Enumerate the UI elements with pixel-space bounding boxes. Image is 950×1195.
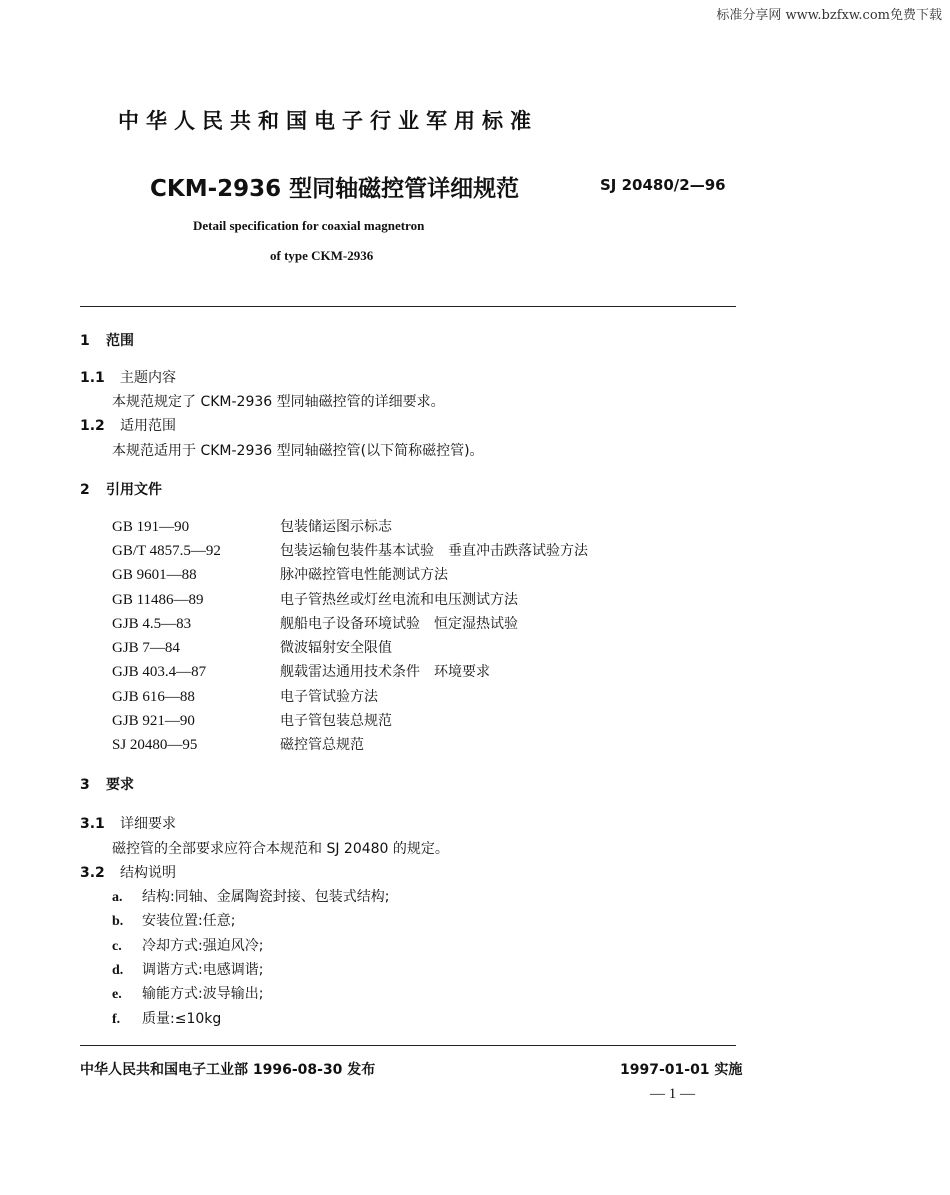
- structure-item: [112, 959, 263, 979]
- section-title: 要求: [106, 777, 134, 793]
- footer-divider: [80, 1045, 736, 1046]
- issuer-line: 中华人民共和国电子工业部 1996-08-30 发布: [80, 1062, 376, 1078]
- subsection-number: 1.1: [80, 370, 105, 386]
- subsection-title: 结构说明: [120, 865, 176, 881]
- reference-item: [112, 613, 518, 633]
- reference-item: [112, 589, 518, 609]
- structure-item: [112, 1008, 221, 1028]
- reference-title: 微波辐射安全限值: [280, 640, 392, 656]
- structure-item: [112, 886, 389, 906]
- reference-title: 舰船电子设备环境试验 恒定湿热试验: [280, 616, 518, 632]
- effective-date: 1997-01-01 实施: [620, 1062, 743, 1078]
- reference-title: 舰载雷达通用技术条件 环境要求: [280, 664, 490, 680]
- item-letter: b.: [112, 914, 124, 929]
- section-1-2-text: 本规范适用于 CKM-2936 型同轴磁控管(以下简称磁控管)。: [112, 443, 484, 459]
- section-number: 3: [80, 777, 90, 793]
- item-text: 调谐方式:电感调谐;: [142, 962, 264, 978]
- structure-item: [112, 910, 235, 930]
- reference-code: GJB 4.5—83: [112, 616, 192, 632]
- reference-item: [112, 637, 392, 657]
- item-text: 质量:≤10kg: [142, 1011, 222, 1027]
- reference-item: [112, 661, 490, 681]
- subsection-number: 3.1: [80, 816, 105, 832]
- section-title: 引用文件: [106, 482, 162, 498]
- reference-code: GB/T 4857.5—92: [112, 543, 221, 559]
- reference-title: 磁控管总规范: [280, 737, 364, 753]
- reference-title: 电子管试验方法: [280, 689, 378, 705]
- reference-title: 脉冲磁控管电性能测试方法: [280, 567, 448, 583]
- page-number: — 1 —: [650, 1086, 695, 1102]
- reference-item: [112, 734, 364, 754]
- item-letter: e.: [112, 987, 122, 1002]
- reference-code: GJB 616—88: [112, 689, 195, 705]
- reference-code: GB 11486—89: [112, 592, 204, 608]
- header-divider: [80, 306, 736, 307]
- section-2-heading: [80, 479, 162, 499]
- section-1-1-heading: [80, 367, 176, 387]
- section-1-heading: [80, 330, 134, 350]
- reference-item: [112, 540, 588, 560]
- item-letter: f.: [112, 1012, 121, 1027]
- reference-item: [112, 686, 378, 706]
- reference-title: 电子管热丝或灯丝电流和电压测试方法: [280, 592, 518, 608]
- standard-code: SJ 20480/2—96: [600, 176, 726, 194]
- reference-code: GJB 403.4—87: [112, 664, 207, 680]
- reference-title: 包装运输包装件基本试验 垂直冲击跌落试验方法: [280, 543, 588, 559]
- item-letter: d.: [112, 963, 124, 978]
- structure-item: [112, 935, 263, 955]
- reference-code: GJB 7—84: [112, 640, 180, 656]
- subsection-number: 3.2: [80, 865, 105, 881]
- subsection-title: 适用范围: [120, 418, 176, 434]
- reference-item: [112, 710, 392, 730]
- structure-item: [112, 983, 263, 1003]
- item-text: 冷却方式:强迫风冷;: [142, 938, 264, 954]
- reference-item: [112, 564, 448, 584]
- watermark-text: 标准分享网 www.bzfxw.com免费下载: [716, 8, 942, 23]
- item-text: 结构:同轴、金属陶瓷封接、包装式结构;: [142, 889, 390, 905]
- section-number: 2: [80, 482, 90, 498]
- reference-code: GB 191—90: [112, 519, 190, 535]
- standard-category: 中华人民共和国电子行业军用标准: [118, 109, 538, 133]
- item-letter: c.: [112, 939, 122, 954]
- section-1-1-text: 本规范规定了 CKM-2936 型同轴磁控管的详细要求。: [112, 394, 445, 410]
- reference-item: [112, 516, 392, 536]
- reference-code: SJ 20480—95: [112, 737, 198, 753]
- item-text: 输能方式:波导输出;: [142, 986, 264, 1002]
- section-3-heading: [80, 774, 134, 794]
- reference-title: 包装储运图示标志: [280, 519, 392, 535]
- reference-code: GJB 921—90: [112, 713, 195, 729]
- reference-title: 电子管包装总规范: [280, 713, 392, 729]
- section-3-1-text: 磁控管的全部要求应符合本规范和 SJ 20480 的规定。: [112, 841, 449, 857]
- english-title-line1: Detail specification for coaxial magnetron: [193, 218, 425, 233]
- item-letter: a.: [112, 890, 123, 905]
- section-number: 1: [80, 333, 90, 349]
- item-text: 安装位置:任意;: [142, 913, 236, 929]
- section-1-2-heading: [80, 415, 176, 435]
- subsection-number: 1.2: [80, 418, 105, 434]
- subsection-title: 详细要求: [120, 816, 176, 832]
- reference-code: GB 9601—88: [112, 567, 197, 583]
- subsection-title: 主题内容: [120, 370, 176, 386]
- section-3-2-heading: [80, 862, 176, 882]
- section-title: 范围: [106, 333, 134, 349]
- section-3-1-heading: [80, 813, 176, 833]
- english-title-line2: of type CKM-2936: [270, 248, 374, 263]
- document-title: CKM-2936 型同轴磁控管详细规范: [150, 176, 520, 202]
